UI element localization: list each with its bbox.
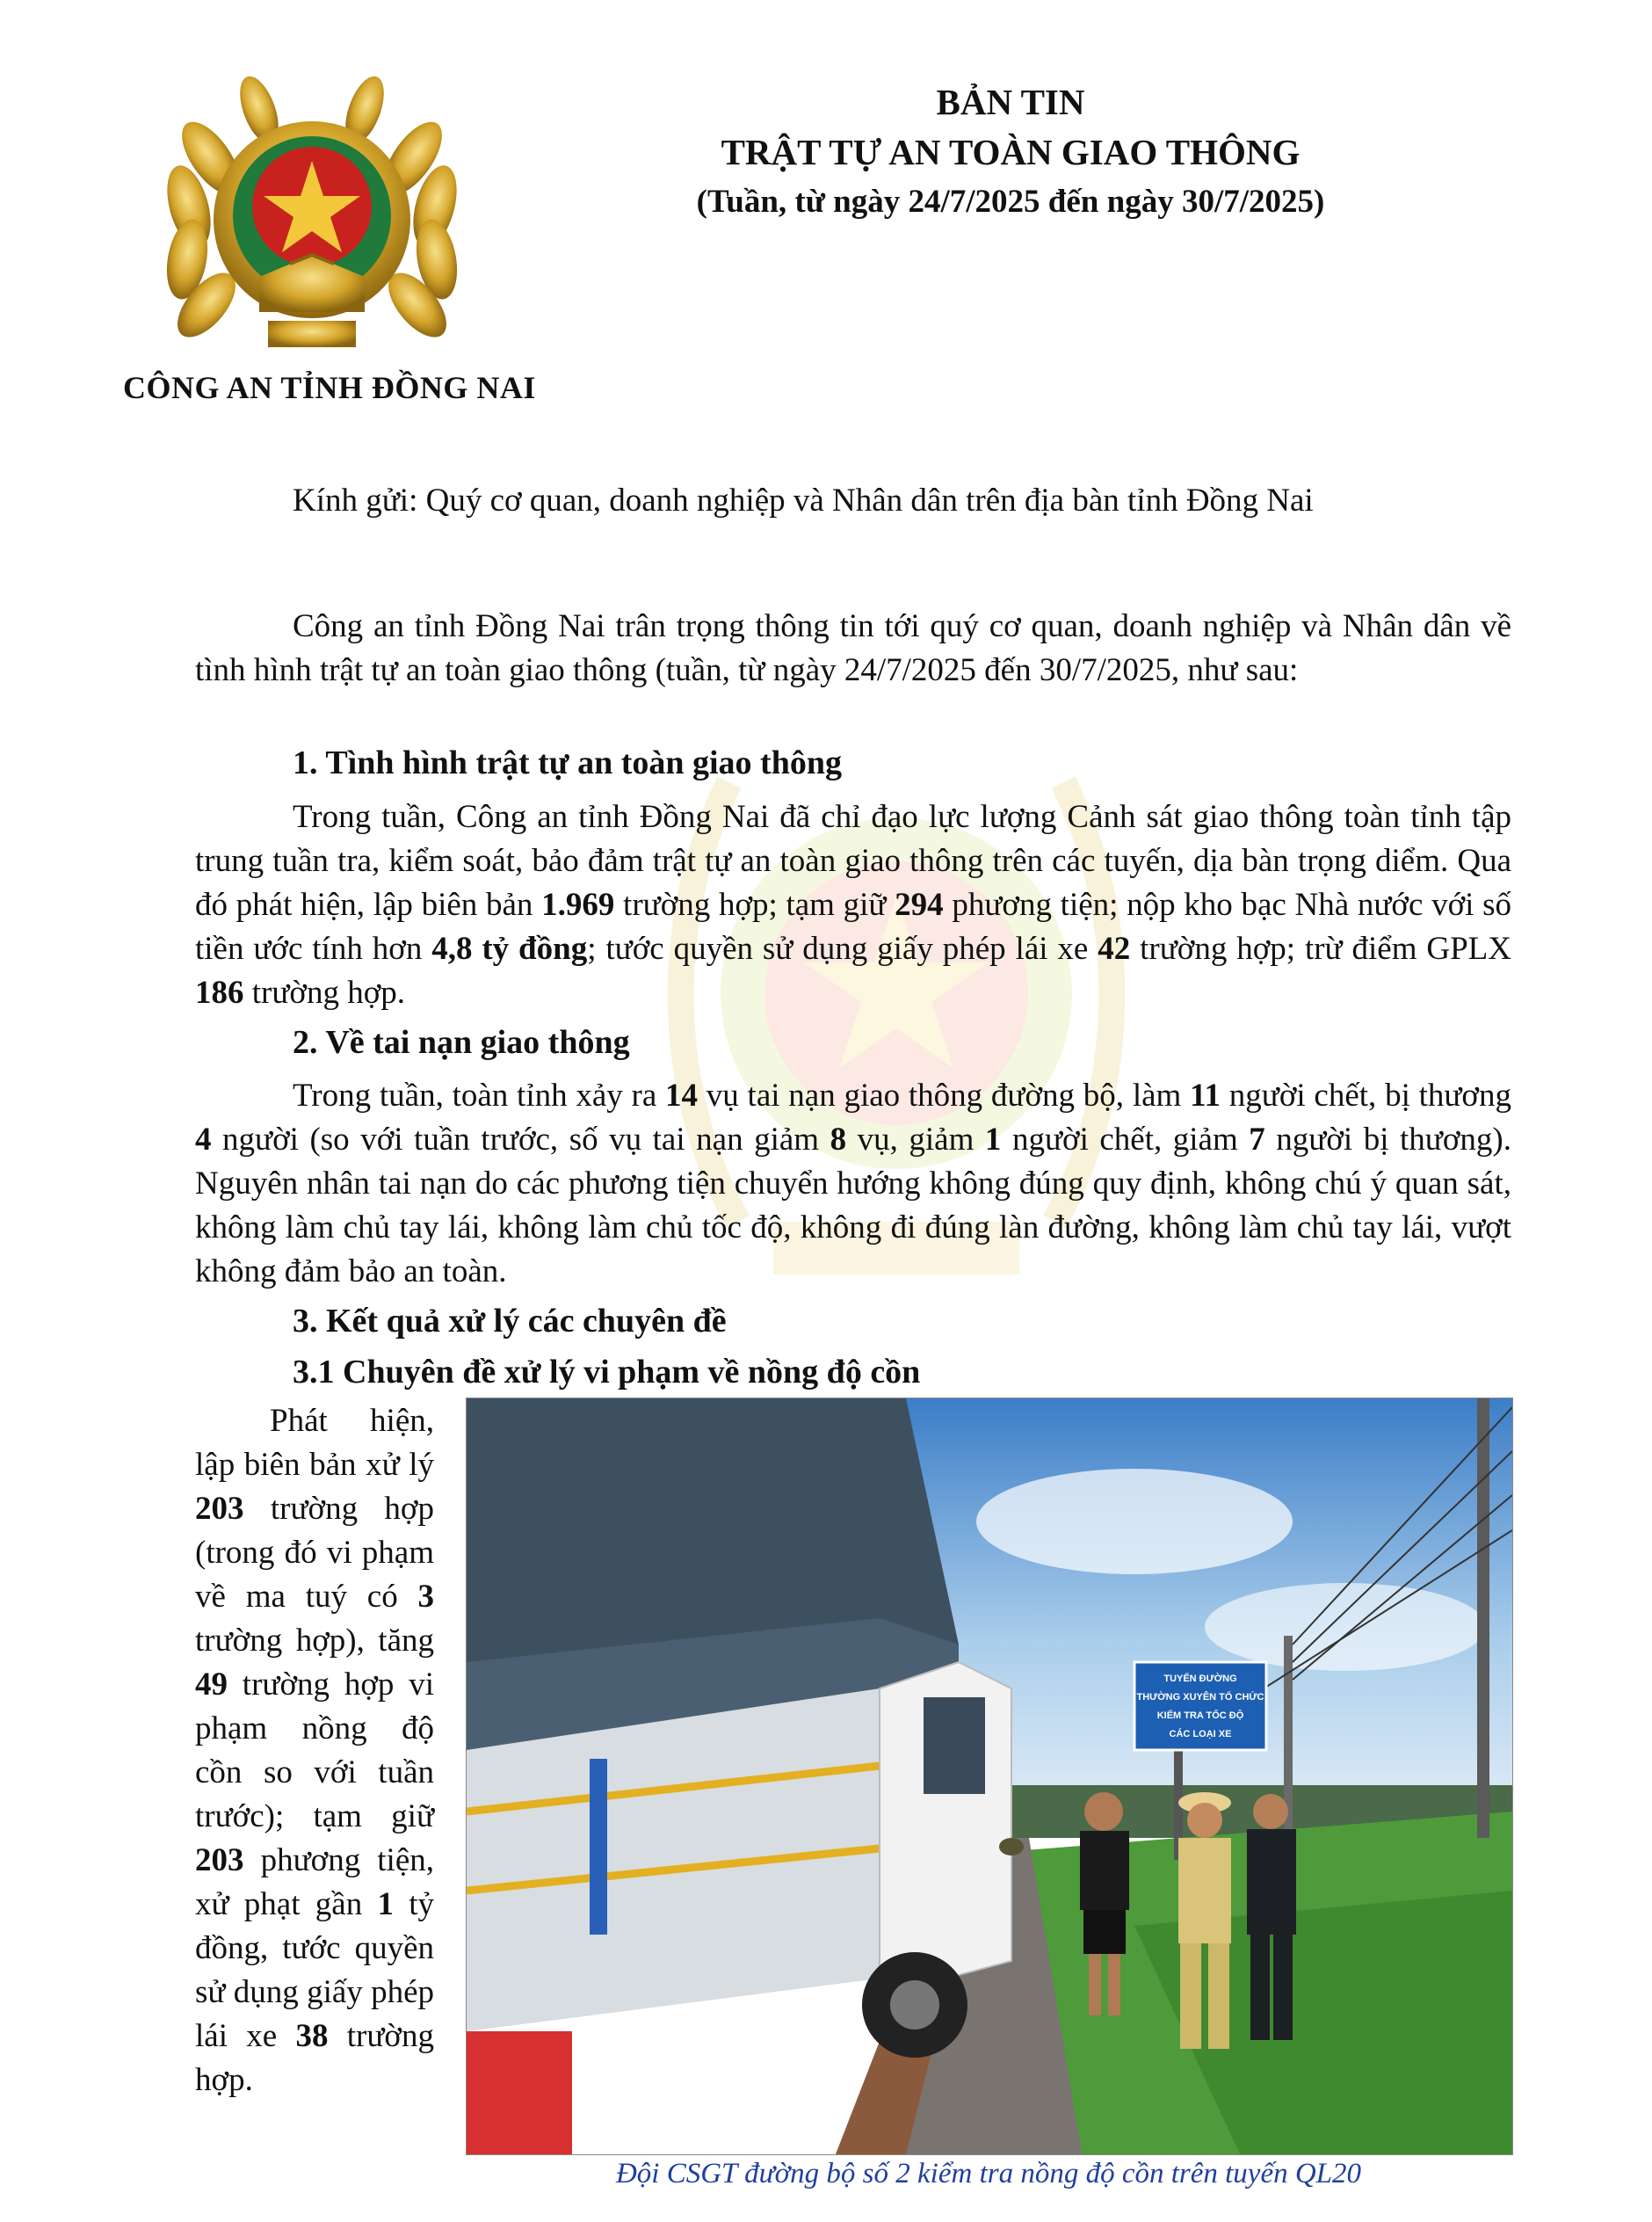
text: phương tiện; nộp kho bạc Nhà nước với số tiền ước tính hơn (195, 887, 1512, 967)
title-subject: TRẬT TỰ AN TOÀN GIAO THÔNG (721, 132, 1301, 172)
sign-line: TUYẾN ĐƯỜNG (1163, 1674, 1237, 1684)
police-emblem-logo (136, 75, 488, 374)
records-count: 1.969 (541, 887, 615, 923)
accidents-count: 14 (665, 1078, 699, 1114)
text: người (so với tuần trước, số vụ tai nạn giảm (211, 1122, 830, 1158)
deaths-count: 11 (1190, 1078, 1221, 1114)
sign-line: THƯỜNG XUYÊN TỔ CHỨC (1136, 1692, 1264, 1703)
checkpoint-photo (466, 1398, 1513, 2155)
licenses-revoked: 38 (295, 2018, 329, 2054)
agency-name: CÔNG AN TỈNH ĐỒNG NAI (123, 370, 536, 405)
section1-heading: 1. Tình hình trật tự an toàn giao thông (293, 744, 842, 781)
text: người chết, giảm (1001, 1122, 1250, 1158)
injured-decrease: 7 (1249, 1122, 1265, 1158)
text: trường hợp. (243, 975, 406, 1011)
text: vụ tai nạn giao thông đường bộ, làm (698, 1078, 1191, 1114)
section2-paragraph (195, 1074, 1511, 1294)
accident-decrease: 8 (830, 1122, 847, 1158)
seized-vehicles: 203 (195, 1842, 244, 1878)
sign-line: CÁC LOẠI XE (1169, 1729, 1232, 1739)
fine-billion: 1 (377, 1886, 394, 1922)
injured-count: 4 (195, 1122, 212, 1158)
text: trường hợp), tăng (195, 1623, 434, 1659)
fine-amount: 4,8 tỷ đồng (431, 931, 588, 967)
intro-text: Công an tỉnh Đồng Nai trân trọng thông tin tới quý cơ quan, doanh nghiệp và Nhân dân về tình hình trật tự an toàn giao thông (tuần, từ ngày 24/7/2025 đến 30/7/2025, như sau: (195, 608, 1511, 688)
bulletin-title (615, 77, 1406, 227)
revoked-count: 42 (1098, 931, 1131, 967)
text: người bị thương). Nguyên nhân tai nạn do các phương tiện chuyển hướng không đúng quy định, không chú ý quan sát, không làm chủ tay lái, không làm chủ tốc độ, không đi đúng làn đường, không làm chủ tay lái, vượt không đảm bảo an toàn. (195, 1122, 1512, 1289)
drug-cases: 3 (417, 1579, 434, 1615)
text: trường hợp; tạm giữ (614, 887, 895, 923)
text: trường hợp vi phạm nồng độ cồn so với tuần trước); tạm giữ (195, 1666, 434, 1834)
cases-increase: 49 (195, 1666, 228, 1703)
sign-line: KIỂM TRA TỐC ĐỘ (1156, 1710, 1244, 1721)
text: Trong tuần, Công an tỉnh Đồng Nai đã chỉ đạo lực lượng Cảnh sát giao thông toàn tỉnh tập trung tuần tra, kiểm soát, bảo đảm trật tự an toàn giao thông trên các tuyến, dịa bàn trọng diểm. Qua đó phát hiện, lập biên bản (195, 799, 1511, 923)
vehicles-count: 294 (895, 887, 944, 923)
text: ; tước quyền sử dụng giấy phép lái xe (587, 931, 1098, 967)
text: tỷ đồng, tước quyền sử dụng giấy phép lái xe (195, 1886, 434, 2054)
section1-paragraph (195, 795, 1511, 1015)
photo-caption: Đội CSGT đường bộ số 2 kiểm tra nồng độ cồn trên tuyến QL20 (615, 2158, 1362, 2189)
text: trường hợp. (195, 2018, 434, 2098)
text: trường hợp (trong đó vi phạm về ma tuý có (195, 1491, 434, 1615)
intro-paragraph (195, 605, 1511, 693)
title-period: (Tuần, từ ngày 24/7/2025 đến ngày 30/7/2025) (696, 184, 1325, 220)
title-main: BẢN TIN (936, 82, 1085, 122)
alcohol-cases: 203 (195, 1491, 244, 1527)
deducted-count: 186 (195, 975, 244, 1011)
section3-1-heading: 3.1 Chuyên đề xử lý vi phạm về nồng độ cồn (293, 1354, 921, 1391)
section3-1-paragraph (195, 1399, 434, 2102)
text: trường hợp; trừ điểm GPLX (1130, 931, 1511, 967)
death-decrease: 1 (984, 1122, 1002, 1158)
greeting: Kính gửi: Quý cơ quan, doanh nghiệp và Nhân dân trên địa bàn tỉnh Đồng Nai (293, 483, 1314, 519)
text: người chết, bị thương (1221, 1078, 1511, 1114)
text: Phát hiện, lập biên bản xử lý (195, 1403, 434, 1483)
section2-heading: 2. Về tai nạn giao thông (293, 1024, 630, 1061)
text: Trong tuần, toàn tỉnh xảy ra (293, 1078, 666, 1114)
text: vụ, giảm (846, 1122, 985, 1158)
text: phương tiện, xử phạt gần (195, 1842, 434, 1922)
section3-heading: 3. Kết quả xử lý các chuyên đề (293, 1303, 727, 1340)
